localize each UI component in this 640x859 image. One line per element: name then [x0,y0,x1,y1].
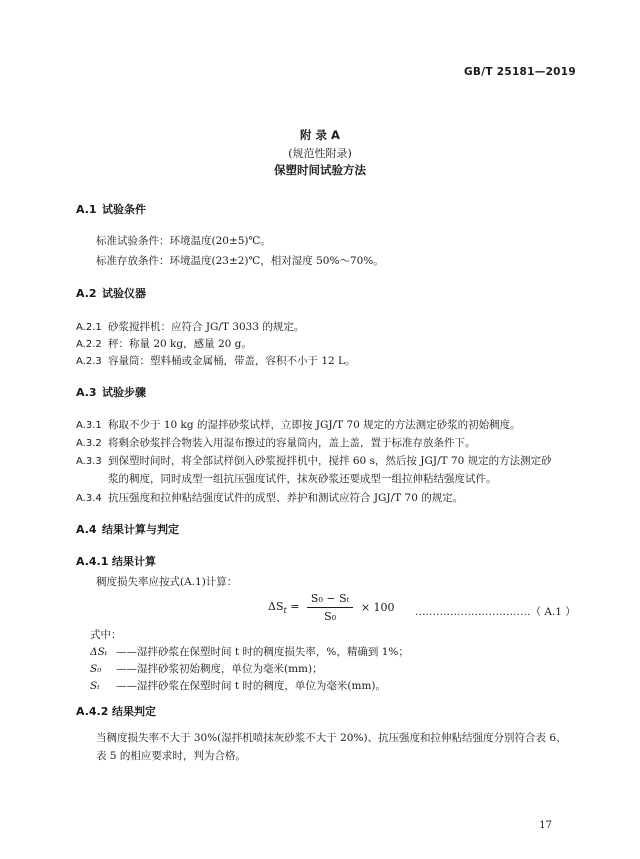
clause-text: 抗压强度和拉伸粘结强度试件的成型、养护和测试应符合 JGJ/T 70 的规定。 [108,492,464,504]
standard-number: GB/T 25181—2019 [463,66,576,78]
clause-number: A.3.1 [76,420,102,431]
clause-line [76,336,252,351]
section-title: 试验条件 [102,203,146,216]
subsection-title: 结果判定 [112,705,156,718]
subsection-number: A.4.2 [76,705,109,718]
section-heading-a1 [76,201,146,217]
section-heading-a2 [76,285,146,301]
section-number: A.3 [76,386,97,399]
formula-a1 [268,592,395,628]
clause-number: A.3.2 [76,438,102,449]
symbol-definition [90,661,323,676]
section-heading-a4 [76,521,179,537]
equation-number: ……………………………（ A.1 ） [415,606,576,618]
condition-line: 标准试验条件：环境温度(20±5)℃。 [96,235,271,247]
clause-number: A.2.1 [76,322,102,333]
page-number: 17 [539,820,552,831]
clause-number: A.2.2 [76,339,102,350]
clause-number: A.3.4 [76,493,102,504]
clause-number: A.3.3 [76,456,102,467]
judgement-line: 表 5 的相应要求时，判为合格。 [96,750,246,762]
clause-text: 容量筒：塑料桶或金属桶，带盖，容积不小于 12 L。 [108,355,356,367]
section-number: A.1 [76,203,97,216]
section-title: 试验仪器 [102,287,146,300]
clause-text: 称取不少于 10 kg 的湿拌砂浆试样，立即按 JGJ/T 70 规定的方法测定砂浆的初始稠度。 [108,419,521,431]
clause-line [76,453,552,468]
subsection-number: A.4.1 [76,555,109,568]
condition-line: 标准存放条件：环境温度(23±2)℃，相对湿度 50%～70%。 [96,255,384,267]
section-title: 试验步骤 [102,386,146,399]
section-heading-a3 [76,384,146,400]
symbol-desc: ——湿拌砂浆在保塑时间 t 时的稠度损失率，%，精确到 1%； [116,646,409,658]
appendix-nature: (规范性附录) [288,147,352,160]
symbol: ΔSₜ [90,646,108,658]
appendix-title: 保塑时间试验方法 [274,163,366,177]
symbol: S₀ [90,663,102,675]
clause-continuation: 浆的稠度，同时成型一组抗压强度试件，抹灰砂浆还要成型一组拉伸粘结强度试件。 [108,473,497,485]
formula-numerator: S₀ − Sₜ [307,592,353,608]
section-title: 结果计算与判定 [102,523,179,536]
formula-factor: × 100 [360,601,395,614]
clause-line [76,353,356,368]
appendix-label: 附 录 A [300,128,340,142]
clause-line [76,435,476,450]
symbol-definition [90,644,409,659]
clause-text: 到保塑时间时，将全部试样倒入砂浆搅拌机中，搅拌 60 s，然后按 JGJ/T 70 规定的方法测定砂 [108,455,552,467]
clause-text: 将剩余砂浆拌合物装入用湿布擦过的容量筒内，盖上盖，置于标准存放条件下。 [108,437,476,449]
section-number: A.4 [76,523,97,536]
subsection-heading-a41 [76,553,156,569]
symbol-desc: ——湿拌砂浆初始稠度，单位为毫米(mm)； [116,663,323,675]
formula-denominator: S₀ [324,610,337,623]
formula-intro: 稠度损失率应按式(A.1)计算： [96,576,238,588]
formula-fraction [307,592,353,623]
clause-line [76,490,463,505]
subsection-title: 结果计算 [112,555,156,568]
symbol: Sₜ [90,680,100,692]
section-number: A.2 [76,287,97,300]
formula-lhs: $\Delta S_t$ = [268,599,300,616]
judgement-line: 当稠度损失率不大于 30%(湿拌机喷抹灰砂浆不大于 20%)、抗压强度和拉伸粘结强度分别符合表 6、 [96,732,567,744]
subsection-heading-a42 [76,703,156,719]
clause-line [76,319,304,334]
clause-text: 砂浆搅拌机：应符合 JG/T 3033 的规定。 [108,321,305,333]
clause-line [76,417,521,432]
clause-text: 秤：称量 20 kg，感量 20 g。 [108,338,252,350]
symbol-desc: ——湿拌砂浆在保塑时间 t 时的稠度，单位为毫米(mm)。 [116,680,386,692]
symbol-definition [90,678,386,693]
clause-number: A.2.3 [76,356,102,367]
where-label: 式中： [90,629,122,641]
